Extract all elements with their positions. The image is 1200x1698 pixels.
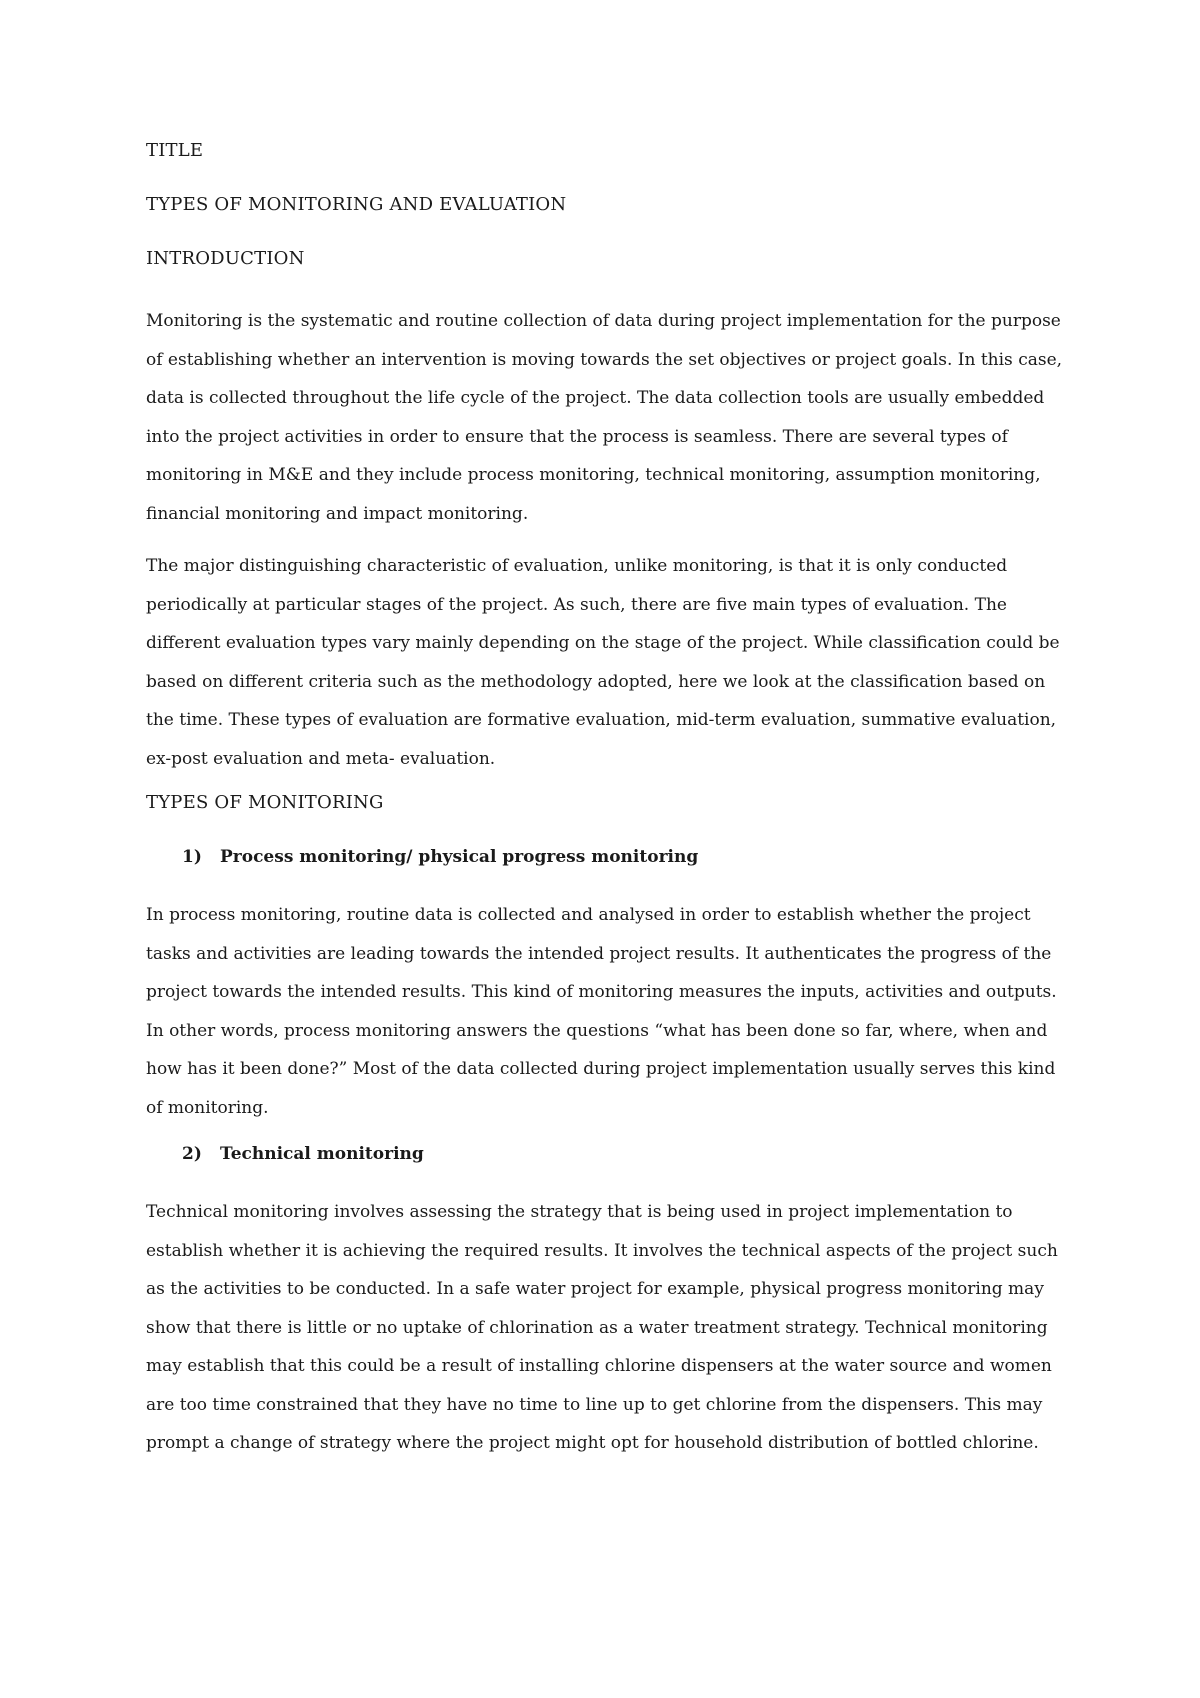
document-page bbox=[146, 140, 1066, 1477]
section-2-title: Technical monitoring bbox=[220, 1144, 424, 1164]
types-heading: TYPES OF MONITORING bbox=[146, 792, 384, 813]
main-title: TYPES OF MONITORING AND EVALUATION bbox=[146, 194, 567, 215]
section-1-body: In process monitoring, routine data is collected and analysed in order to establish whether the project tasks and activities are leading towards the intended project results. It authenticates the progress of the project towards the intended results. This kind of monitoring measures the inputs, activities and outputs. In other words, process monitoring answers the questions “what has been done so far, where, when and how has it been done?” Most of the data collected during project implementation usually serves this kind of monitoring. bbox=[146, 905, 1057, 1118]
intro-heading: INTRODUCTION bbox=[146, 248, 305, 269]
section-1-number: 1) bbox=[182, 847, 202, 867]
section-2-number: 2) bbox=[182, 1144, 202, 1164]
intro-paragraph-1: Monitoring is the systematic and routine collection of data during project implementation for the purpose of establishing whether an intervention is moving towards the set objectives or project goals. In this case, data is collected throughout the life cycle of the project. The data collection tools are usually embedded into the project activities in order to ensure that the process is seamless. There are several types of monitoring in M&E and they include process monitoring, technical monitoring, assumption monitoring, financial monitoring and impact monitoring. bbox=[146, 311, 1063, 524]
section-1-heading bbox=[182, 846, 1066, 868]
intro-paragraph-2: The major distinguishing characteristic of evaluation, unlike monitoring, is that it is only conducted periodically at particular stages of the project. As such, there are five main types of evaluation. The different evaluation types vary mainly depending on the stage of the project. While classification could be based on different criteria such as the methodology adopted, here we look at the classification based on the time. These types of evaluation are formative evaluation, mid-term evaluation, summative evaluation, ex-post evaluation and meta- evaluation. bbox=[146, 556, 1060, 769]
section-1-title: Process monitoring/ physical progress monitoring bbox=[220, 847, 699, 867]
title-label: TITLE bbox=[146, 140, 204, 161]
section-2-body: Technical monitoring involves assessing the strategy that is being used in project implementation to establish whether it is achieving the required results. It involves the technical aspects of the project such as the activities to be conducted. In a safe water project for example, physical progress monitoring may show that there is little or no uptake of chlorination as a water treatment strategy. Technical monitoring may establish that this could be a result of installing chlorine dispensers at the water source and women are too time constrained that they have no time to line up to get chlorine from the dispensers. This may prompt a change of strategy where the project might opt for household distribution of bottled chlorine. bbox=[146, 1202, 1058, 1453]
section-2-heading bbox=[182, 1143, 1066, 1165]
